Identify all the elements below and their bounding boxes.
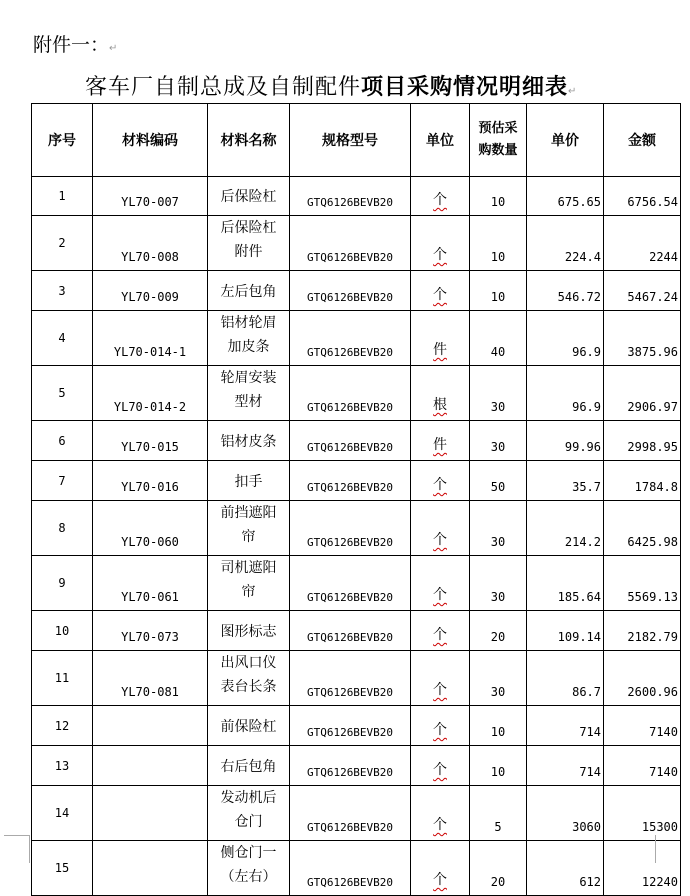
cell-index-text: 5: [58, 386, 66, 400]
cell-amount-text: 7140: [649, 725, 678, 739]
cell-code: [93, 786, 208, 841]
cell-code: [93, 421, 208, 461]
cell-index: [32, 461, 93, 501]
cell-index: [32, 311, 93, 366]
header-unit: 单位: [411, 104, 470, 177]
cell-spec-text: GTQ6126BEVB20: [306, 591, 394, 604]
table-row: [32, 461, 681, 501]
cell-amount-text: 1784.8: [634, 480, 678, 494]
cell-price-text: 96.9: [572, 345, 601, 359]
cell-code-text: YL70-015: [121, 440, 179, 454]
cell-price: [527, 216, 604, 271]
cell-price: [527, 841, 604, 896]
cell-index-text: 8: [58, 521, 66, 535]
paragraph-mark: ↵: [109, 43, 118, 54]
cell-index-text: 11: [54, 671, 70, 685]
cell-spec: [290, 311, 411, 366]
cell-amount: [604, 611, 681, 651]
cell-amount: [604, 786, 681, 841]
cell-unit: [411, 461, 470, 501]
page-corner-mark: [4, 835, 30, 836]
cell-name-text: 左后包角: [220, 284, 277, 300]
cell-code-text: YL70-007: [121, 195, 179, 209]
cell-code-text: YL70-014-2: [113, 400, 187, 414]
cell-name-text: 图形标志: [220, 624, 277, 640]
title-bold: 项目采购情况明细表: [361, 75, 569, 100]
header-qty: 预估采购数量: [470, 104, 527, 177]
procurement-table: [31, 103, 681, 896]
cell-name: 前挡遮阳 帘: [208, 501, 290, 556]
table-row: [32, 841, 681, 896]
cell-name: [208, 461, 290, 501]
cell-price: [527, 786, 604, 841]
cell-amount: [604, 311, 681, 366]
cell-price-text: 612: [579, 875, 601, 889]
table-row: [32, 366, 681, 421]
cell-name: 轮眉安装 型材: [208, 366, 290, 421]
cell-name: [208, 706, 290, 746]
cell-code-text: YL70-009: [121, 290, 179, 304]
cell-price: [527, 501, 604, 556]
cell-spec: [290, 786, 411, 841]
cell-price: [527, 421, 604, 461]
cell-qty: [470, 746, 527, 786]
cell-qty-text: 20: [490, 630, 506, 644]
table-row: [32, 706, 681, 746]
cell-index: [32, 501, 93, 556]
cell-code-text: YL70-061: [121, 590, 179, 604]
cell-price-text: 96.9: [572, 400, 601, 414]
cell-price-text: 714: [579, 765, 601, 779]
cell-spec: [290, 216, 411, 271]
cell-code: [93, 611, 208, 651]
cell-spec: [290, 706, 411, 746]
cell-unit: [411, 786, 470, 841]
cell-unit: [411, 746, 470, 786]
cell-index: [32, 746, 93, 786]
cell-amount-text: 2998.95: [627, 440, 678, 454]
cell-code-text: YL70-014-1: [113, 345, 187, 359]
cell-amount: [604, 177, 681, 216]
cell-price: [527, 706, 604, 746]
header-index: 序号: [32, 104, 93, 177]
cell-amount-text: 3875.96: [627, 345, 678, 359]
cell-qty: [470, 651, 527, 706]
attachment-label: [33, 30, 117, 57]
cell-code: [93, 556, 208, 611]
header-price: 单价: [527, 104, 604, 177]
cell-qty-text: 10: [490, 290, 506, 304]
cell-amount: [604, 746, 681, 786]
cell-index: [32, 421, 93, 461]
cell-spec-text: GTQ6126BEVB20: [306, 196, 394, 209]
cell-price: [527, 271, 604, 311]
cell-unit: [411, 177, 470, 216]
cell-index-text: 7: [58, 473, 66, 488]
header-code: 材料编码: [93, 104, 208, 177]
unit-text: 个: [433, 477, 447, 493]
cell-name: 发动机后 仓门: [208, 786, 290, 841]
cell-code: [93, 311, 208, 366]
cell-index-text: 13: [54, 758, 70, 773]
cell-amount: [604, 651, 681, 706]
table-row: [32, 271, 681, 311]
unit-text: 个: [433, 532, 447, 548]
cell-spec: [290, 611, 411, 651]
cell-index-text: 6: [58, 433, 66, 448]
cell-unit: [411, 706, 470, 746]
cell-index: [32, 366, 93, 421]
cell-code: [93, 461, 208, 501]
cell-price-text: 35.7: [572, 480, 601, 494]
cell-code-text: YL70-073: [121, 630, 179, 644]
unit-text: 个: [433, 872, 447, 888]
cell-qty-text: 50: [490, 480, 506, 494]
cell-index: [32, 611, 93, 651]
cell-unit: [411, 216, 470, 271]
cell-index: [32, 651, 93, 706]
cell-index: [32, 271, 93, 311]
cell-code-text: YL70-008: [121, 250, 179, 264]
unit-text: 个: [433, 762, 447, 778]
cell-price: [527, 461, 604, 501]
cell-qty-text: 10: [490, 725, 506, 739]
cell-code: [93, 841, 208, 896]
document-title: [85, 70, 577, 101]
cell-qty-text: 30: [490, 590, 506, 604]
cell-amount-text: 2182.79: [627, 630, 678, 644]
cell-name: 后保险杠 附件: [208, 216, 290, 271]
cell-spec-text: GTQ6126BEVB20: [306, 631, 394, 644]
page-corner-mark: [655, 835, 656, 863]
cell-price: [527, 746, 604, 786]
cell-amount-text: 2906.97: [627, 400, 678, 414]
cell-spec-text: GTQ6126BEVB20: [306, 821, 394, 834]
cell-name: 铝材轮眉 加皮条: [208, 311, 290, 366]
unit-text: 个: [433, 192, 447, 208]
cell-amount: [604, 706, 681, 746]
cell-qty: [470, 706, 527, 746]
cell-spec-text: GTQ6126BEVB20: [306, 481, 394, 494]
cell-code: [93, 216, 208, 271]
cell-price-text: 86.7: [572, 685, 601, 699]
cell-index-text: 2: [58, 236, 66, 250]
cell-index: [32, 177, 93, 216]
cell-amount: [604, 216, 681, 271]
cell-code-text: YL70-060: [121, 535, 179, 549]
cell-spec: [290, 501, 411, 556]
unit-text: 个: [433, 287, 447, 303]
cell-unit: [411, 556, 470, 611]
cell-qty: [470, 177, 527, 216]
cell-index: [32, 216, 93, 271]
cell-qty: [470, 556, 527, 611]
cell-unit: [411, 311, 470, 366]
cell-qty-text: 30: [490, 400, 506, 414]
paragraph-mark: ↵: [568, 86, 578, 97]
cell-index-text: 9: [58, 576, 66, 590]
cell-qty: [470, 311, 527, 366]
cell-code-text: YL70-081: [121, 685, 179, 699]
cell-name-text: 前保险杠: [220, 719, 277, 735]
unit-text: 个: [433, 627, 447, 643]
cell-unit: [411, 366, 470, 421]
cell-index-text: 1: [58, 189, 66, 203]
cell-code: [93, 651, 208, 706]
attachment-label-text: 附件一：: [33, 34, 110, 56]
cell-spec: [290, 461, 411, 501]
cell-spec: [290, 271, 411, 311]
cell-price-text: 109.14: [557, 630, 601, 644]
cell-spec: [290, 177, 411, 216]
cell-spec-text: GTQ6126BEVB20: [306, 726, 394, 739]
cell-index-text: 15: [54, 861, 70, 875]
cell-name: [208, 271, 290, 311]
cell-unit: [411, 501, 470, 556]
cell-price-text: 546.72: [557, 290, 601, 304]
cell-name: [208, 611, 290, 651]
table-row: [32, 177, 681, 216]
cell-code: [93, 177, 208, 216]
cell-amount: [604, 556, 681, 611]
cell-index-text: 10: [54, 623, 70, 638]
cell-qty: [470, 461, 527, 501]
cell-spec: [290, 421, 411, 461]
cell-amount: [604, 501, 681, 556]
cell-amount-text: 5569.13: [627, 590, 678, 604]
cell-qty-text: 40: [490, 345, 506, 359]
cell-spec-text: GTQ6126BEVB20: [306, 686, 394, 699]
cell-spec-text: GTQ6126BEVB20: [306, 291, 394, 304]
table-row: [32, 786, 681, 841]
table-row: [32, 216, 681, 271]
header-spec: 规格型号: [290, 104, 411, 177]
cell-qty: [470, 421, 527, 461]
unit-text: 个: [433, 817, 447, 833]
cell-amount-text: 6425.98: [627, 535, 678, 549]
cell-spec-text: GTQ6126BEVB20: [306, 441, 394, 454]
cell-price: [527, 177, 604, 216]
cell-qty: [470, 271, 527, 311]
cell-price: [527, 556, 604, 611]
cell-spec: [290, 556, 411, 611]
cell-qty: [470, 216, 527, 271]
cell-spec-text: GTQ6126BEVB20: [306, 536, 394, 549]
cell-price: [527, 651, 604, 706]
table-row: [32, 746, 681, 786]
header-amount: 金额: [604, 104, 681, 177]
cell-name: 出风口仪 表台长条: [208, 651, 290, 706]
cell-spec: [290, 366, 411, 421]
cell-price-text: 99.96: [564, 440, 601, 454]
unit-text: 个: [433, 682, 447, 698]
cell-spec-text: GTQ6126BEVB20: [306, 346, 394, 359]
cell-unit: [411, 651, 470, 706]
cell-spec: [290, 746, 411, 786]
cell-spec-text: GTQ6126BEVB20: [306, 766, 394, 779]
cell-amount-text: 7140: [649, 765, 678, 779]
cell-index: [32, 786, 93, 841]
cell-index: [32, 706, 93, 746]
cell-name: [208, 746, 290, 786]
cell-price-text: 714: [579, 725, 601, 739]
table-row: [32, 611, 681, 651]
cell-name-text: 右后包角: [220, 759, 277, 775]
title-normal: 客车厂自制总成及自制配件: [85, 75, 362, 100]
cell-code: [93, 501, 208, 556]
unit-text: 件: [433, 437, 447, 453]
cell-spec: [290, 841, 411, 896]
cell-price: [527, 311, 604, 366]
cell-name: 司机遮阳 帘: [208, 556, 290, 611]
page-corner-mark: [29, 835, 30, 863]
cell-unit: [411, 421, 470, 461]
unit-text: 件: [433, 342, 447, 358]
cell-qty: [470, 366, 527, 421]
table-row: [32, 311, 681, 366]
cell-index-text: 4: [58, 331, 66, 345]
cell-qty: [470, 841, 527, 896]
cell-amount: [604, 421, 681, 461]
table-row: [32, 556, 681, 611]
cell-spec-text: GTQ6126BEVB20: [306, 876, 394, 889]
cell-qty-text: 10: [490, 250, 506, 264]
cell-name-text: 铝材皮条: [220, 434, 277, 450]
cell-code: [93, 706, 208, 746]
cell-spec-text: GTQ6126BEVB20: [306, 251, 394, 264]
cell-qty: [470, 786, 527, 841]
cell-qty: [470, 501, 527, 556]
cell-name-text: 扣手: [234, 474, 263, 490]
unit-text: 个: [433, 247, 447, 263]
cell-spec-text: GTQ6126BEVB20: [306, 401, 394, 414]
cell-spec: [290, 651, 411, 706]
cell-price-text: 185.64: [557, 590, 601, 604]
cell-name: 侧仓门一 （左右）: [208, 841, 290, 896]
cell-unit: [411, 611, 470, 651]
table-row: [32, 501, 681, 556]
cell-code-text: YL70-016: [121, 480, 179, 494]
cell-code: [93, 366, 208, 421]
cell-price: [527, 611, 604, 651]
cell-code: [93, 271, 208, 311]
cell-name-text: 后保险杠: [220, 189, 277, 205]
cell-code: [93, 746, 208, 786]
cell-qty-text: 30: [490, 440, 506, 454]
cell-amount: [604, 271, 681, 311]
table-row: [32, 421, 681, 461]
cell-price-text: 3060: [572, 820, 601, 834]
cell-amount-text: 2600.96: [627, 685, 678, 699]
cell-index-text: 3: [58, 283, 66, 298]
table-row: [32, 651, 681, 706]
unit-text: 个: [433, 587, 447, 603]
cell-price: [527, 366, 604, 421]
cell-qty-text: 5: [494, 820, 502, 834]
cell-qty-text: 30: [490, 685, 506, 699]
cell-amount: [604, 841, 681, 896]
header-name: 材料名称: [208, 104, 290, 177]
cell-amount-text: 5467.24: [627, 290, 678, 304]
cell-qty: [470, 611, 527, 651]
table-header-row: [32, 104, 681, 177]
cell-amount-text: 6756.54: [627, 195, 678, 209]
cell-index: [32, 556, 93, 611]
cell-qty-text: 30: [490, 535, 506, 549]
cell-amount-text: 12240: [641, 875, 678, 889]
cell-unit: [411, 271, 470, 311]
cell-qty-text: 10: [490, 765, 506, 779]
unit-text: 根: [433, 397, 447, 413]
cell-index: [32, 841, 93, 896]
cell-index-text: 12: [54, 718, 70, 733]
cell-price-text: 675.65: [557, 195, 601, 209]
cell-name: [208, 177, 290, 216]
unit-text: 个: [433, 722, 447, 738]
cell-name: [208, 421, 290, 461]
cell-qty-text: 20: [490, 875, 506, 889]
cell-price-text: 214.2: [564, 535, 601, 549]
cell-unit: [411, 841, 470, 896]
cell-amount: [604, 366, 681, 421]
cell-index-text: 14: [54, 806, 70, 820]
cell-amount-text: 15300: [641, 820, 678, 834]
cell-amount: [604, 461, 681, 501]
cell-amount-text: 2244: [649, 250, 678, 264]
cell-price-text: 224.4: [564, 250, 601, 264]
cell-qty-text: 10: [490, 195, 506, 209]
